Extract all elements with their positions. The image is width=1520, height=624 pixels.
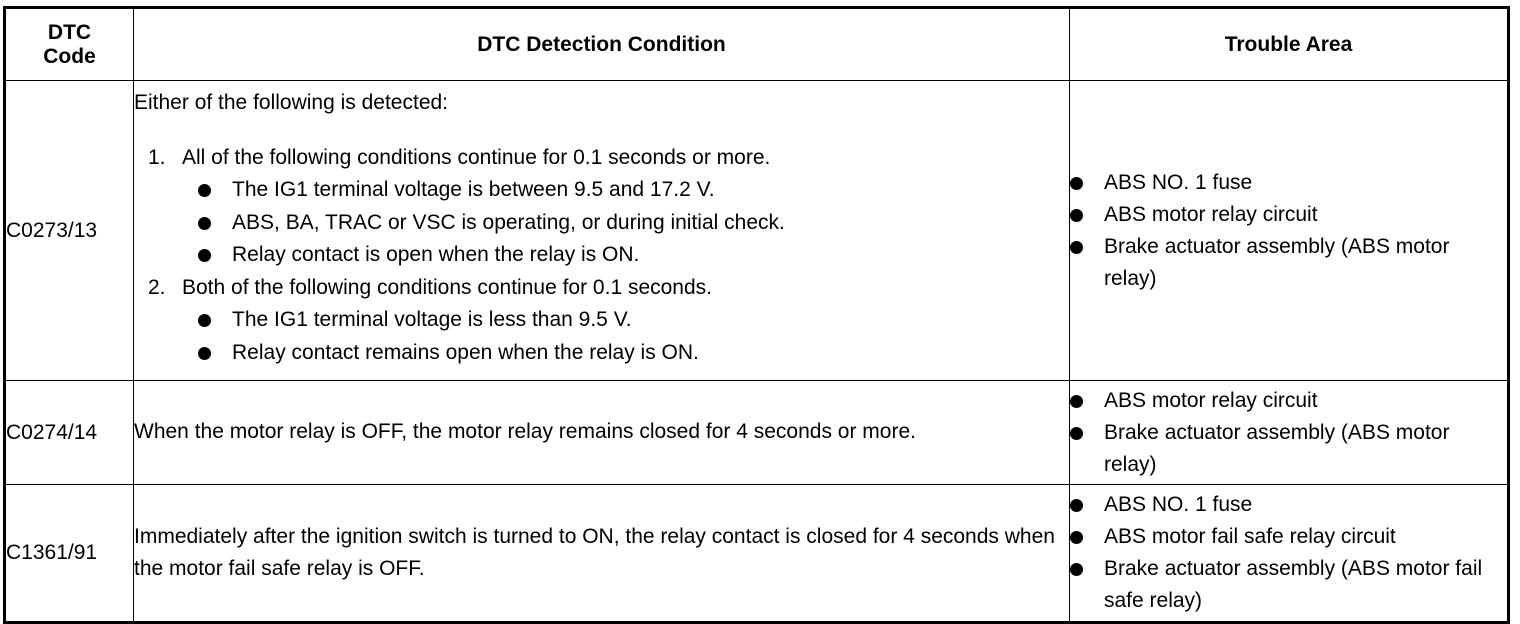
dtc-code-cell: C0273/13 [5,81,134,381]
detection-condition-cell [134,81,1070,381]
dtc-code-cell: C0274/14 [5,381,134,485]
list-item: ABS NO. 1 fuse [1070,167,1507,199]
header-trouble-area: Trouble Area [1070,8,1509,81]
step-text: Both of the following conditions continue for 0.1 seconds. [182,275,713,299]
header-dtc-code-line2: Code [43,44,96,68]
dtc-table [3,6,1510,624]
list-item: Brake actuator assembly (ABS motor fail safe relay) [1070,553,1507,617]
step-number: 2. [148,275,166,299]
detection-condition-cell: Immediately after the ignition switch is turned to ON, the relay contact is closed for 4 seconds when the motor fail safe relay is OFF. [134,485,1070,623]
condition-intro: Either of the following is detected: [134,91,449,114]
header-row [5,8,1509,81]
list-item: The IG1 terminal voltage is between 9.5 and 17.2 V. [198,174,1069,207]
step-text: All of the following conditions continue for 0.1 seconds or more. [182,145,771,169]
list-item: Relay contact remains open when the relay is ON. [198,337,1069,370]
table-row [5,485,1509,623]
condition-sub-list [134,304,1069,369]
list-item: Brake actuator assembly (ABS motor relay) [1070,417,1507,481]
list-item: ABS NO. 1 fuse [1070,489,1507,521]
header-detection-condition: DTC Detection Condition [134,8,1070,81]
trouble-area-list [1070,167,1507,295]
trouble-area-cell [1070,81,1509,381]
step-number: 1. [148,145,166,169]
header-dtc-code-line1: DTC [47,20,92,44]
list-item: ABS motor relay circuit [1070,385,1507,417]
condition-step [134,142,1069,175]
list-item: ABS motor relay circuit [1070,199,1507,231]
detection-condition-cell: When the motor relay is OFF, the motor relay remains closed for 4 seconds or more. [134,381,1070,485]
condition-sub-list [134,174,1069,272]
trouble-area-list [1070,385,1507,481]
trouble-area-list [1070,489,1507,617]
condition-step [134,272,1069,305]
table-row [5,381,1509,485]
trouble-area-cell [1070,381,1509,485]
list-item: Brake actuator assembly (ABS motor relay) [1070,231,1507,295]
dtc-code-cell: C1361/91 [5,485,134,623]
table-row [5,81,1509,381]
list-item: ABS motor fail safe relay circuit [1070,521,1507,553]
list-item: Relay contact is open when the relay is ON. [198,239,1069,272]
header-dtc-code [5,8,134,81]
trouble-area-cell [1070,485,1509,623]
list-item: ABS, BA, TRAC or VSC is operating, or during initial check. [198,207,1069,240]
list-item: The IG1 terminal voltage is less than 9.5 V. [198,304,1069,337]
